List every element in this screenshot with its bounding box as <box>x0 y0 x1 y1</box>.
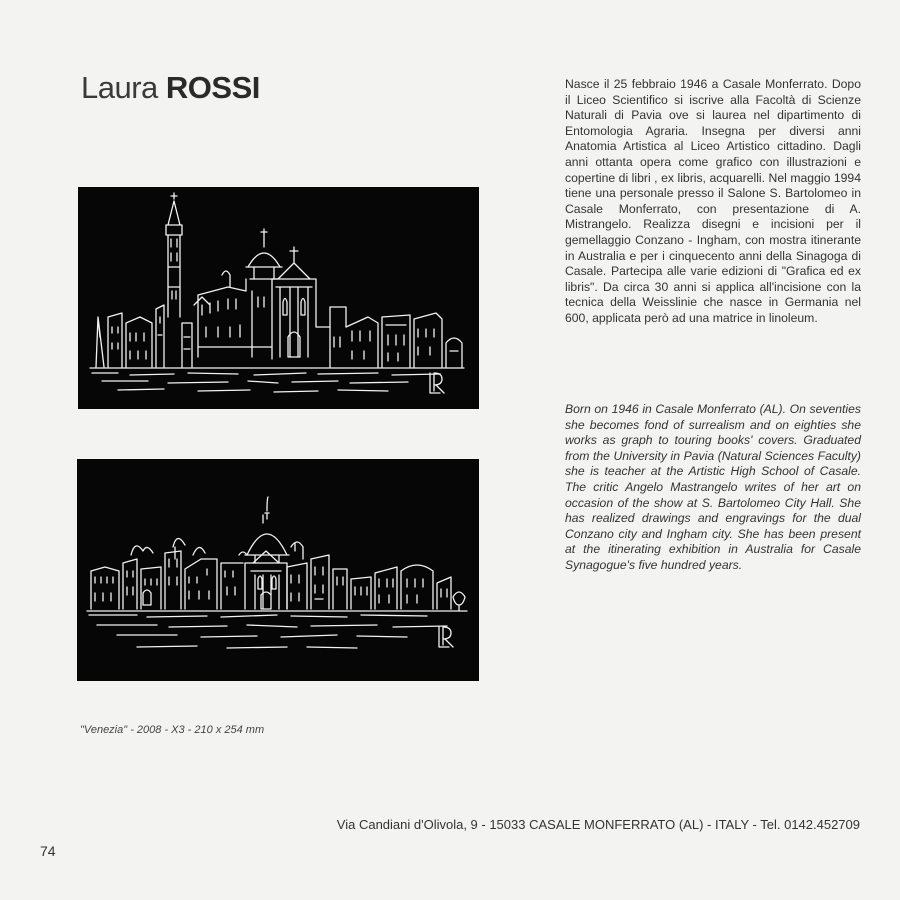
page-number: 74 <box>40 843 56 859</box>
artwork-venice-giudecca <box>77 459 479 681</box>
artwork-venice-san-giorgio <box>78 187 479 409</box>
artist-name-title <box>81 70 260 106</box>
artist-monogram <box>430 373 444 393</box>
artwork-caption: "Venezia" - 2008 - X3 - 210 x 254 mm <box>80 724 265 736</box>
linocut-illustration-2 <box>77 459 479 681</box>
artist-first-name: Laura <box>81 70 158 105</box>
biography-english: Born on 1946 in Casale Monferrato (AL). On seventies she becomes fond of surrealism and on eighties she works as graph to touring books' covers. Graduated from the University in Pavia (Natural Sciences Faculty) she is teacher at the Artistic High School of Casale. The critic Angelo Mastrangelo writes of her art on occasion of the show at S. Bartolomeo City Hall. She has realized drawings and engravings for the dual Conzano city and Ingham city. She has been present at the itinerating exhibition in Australia for Casale Synagogue's five hundred years. <box>565 402 861 572</box>
artist-address: Via Candiani d'Olivola, 9 - 15033 CASALE MONFERRATO (AL) - ITALY - Tel. 0142.452709 <box>336 817 860 832</box>
linocut-illustration-1 <box>78 187 479 409</box>
artist-surname: ROSSI <box>165 70 260 105</box>
biography-italian: Nasce il 25 febbraio 1946 a Casale Monferrato. Dopo il Liceo Scientifico si iscrive alla Facoltà di Scienze Naturali di Pavia ove si laurea nel dipartimento di Entomologia Agraria. Insegna per diversi anni Anatomia Artistica al Liceo Artistico cittadino. Dagli anni ottanta opera come grafico con illustrazioni e copertine di libri , ex libris, acquarelli. Nel maggio 1994 tiene una personale presso il Salone S. Bartolomeo in Casale Monferrato, con presentazione di A. Mistrangelo. Realizza disegni e incisioni per il gemellaggio Conzano - Ingham, con mostra itinerante in Australia e per i cinquecento anni della Sinagoga di Casale. Partecipa alle varie edizioni di "Grafica ed ex libris". Da circa 30 anni si applica all'incisione con la tecnica della Weisslinie che nasce in Germania nel 600, applicata però ad una matrice in linoleum. <box>565 77 861 325</box>
artist-monogram <box>439 627 453 647</box>
